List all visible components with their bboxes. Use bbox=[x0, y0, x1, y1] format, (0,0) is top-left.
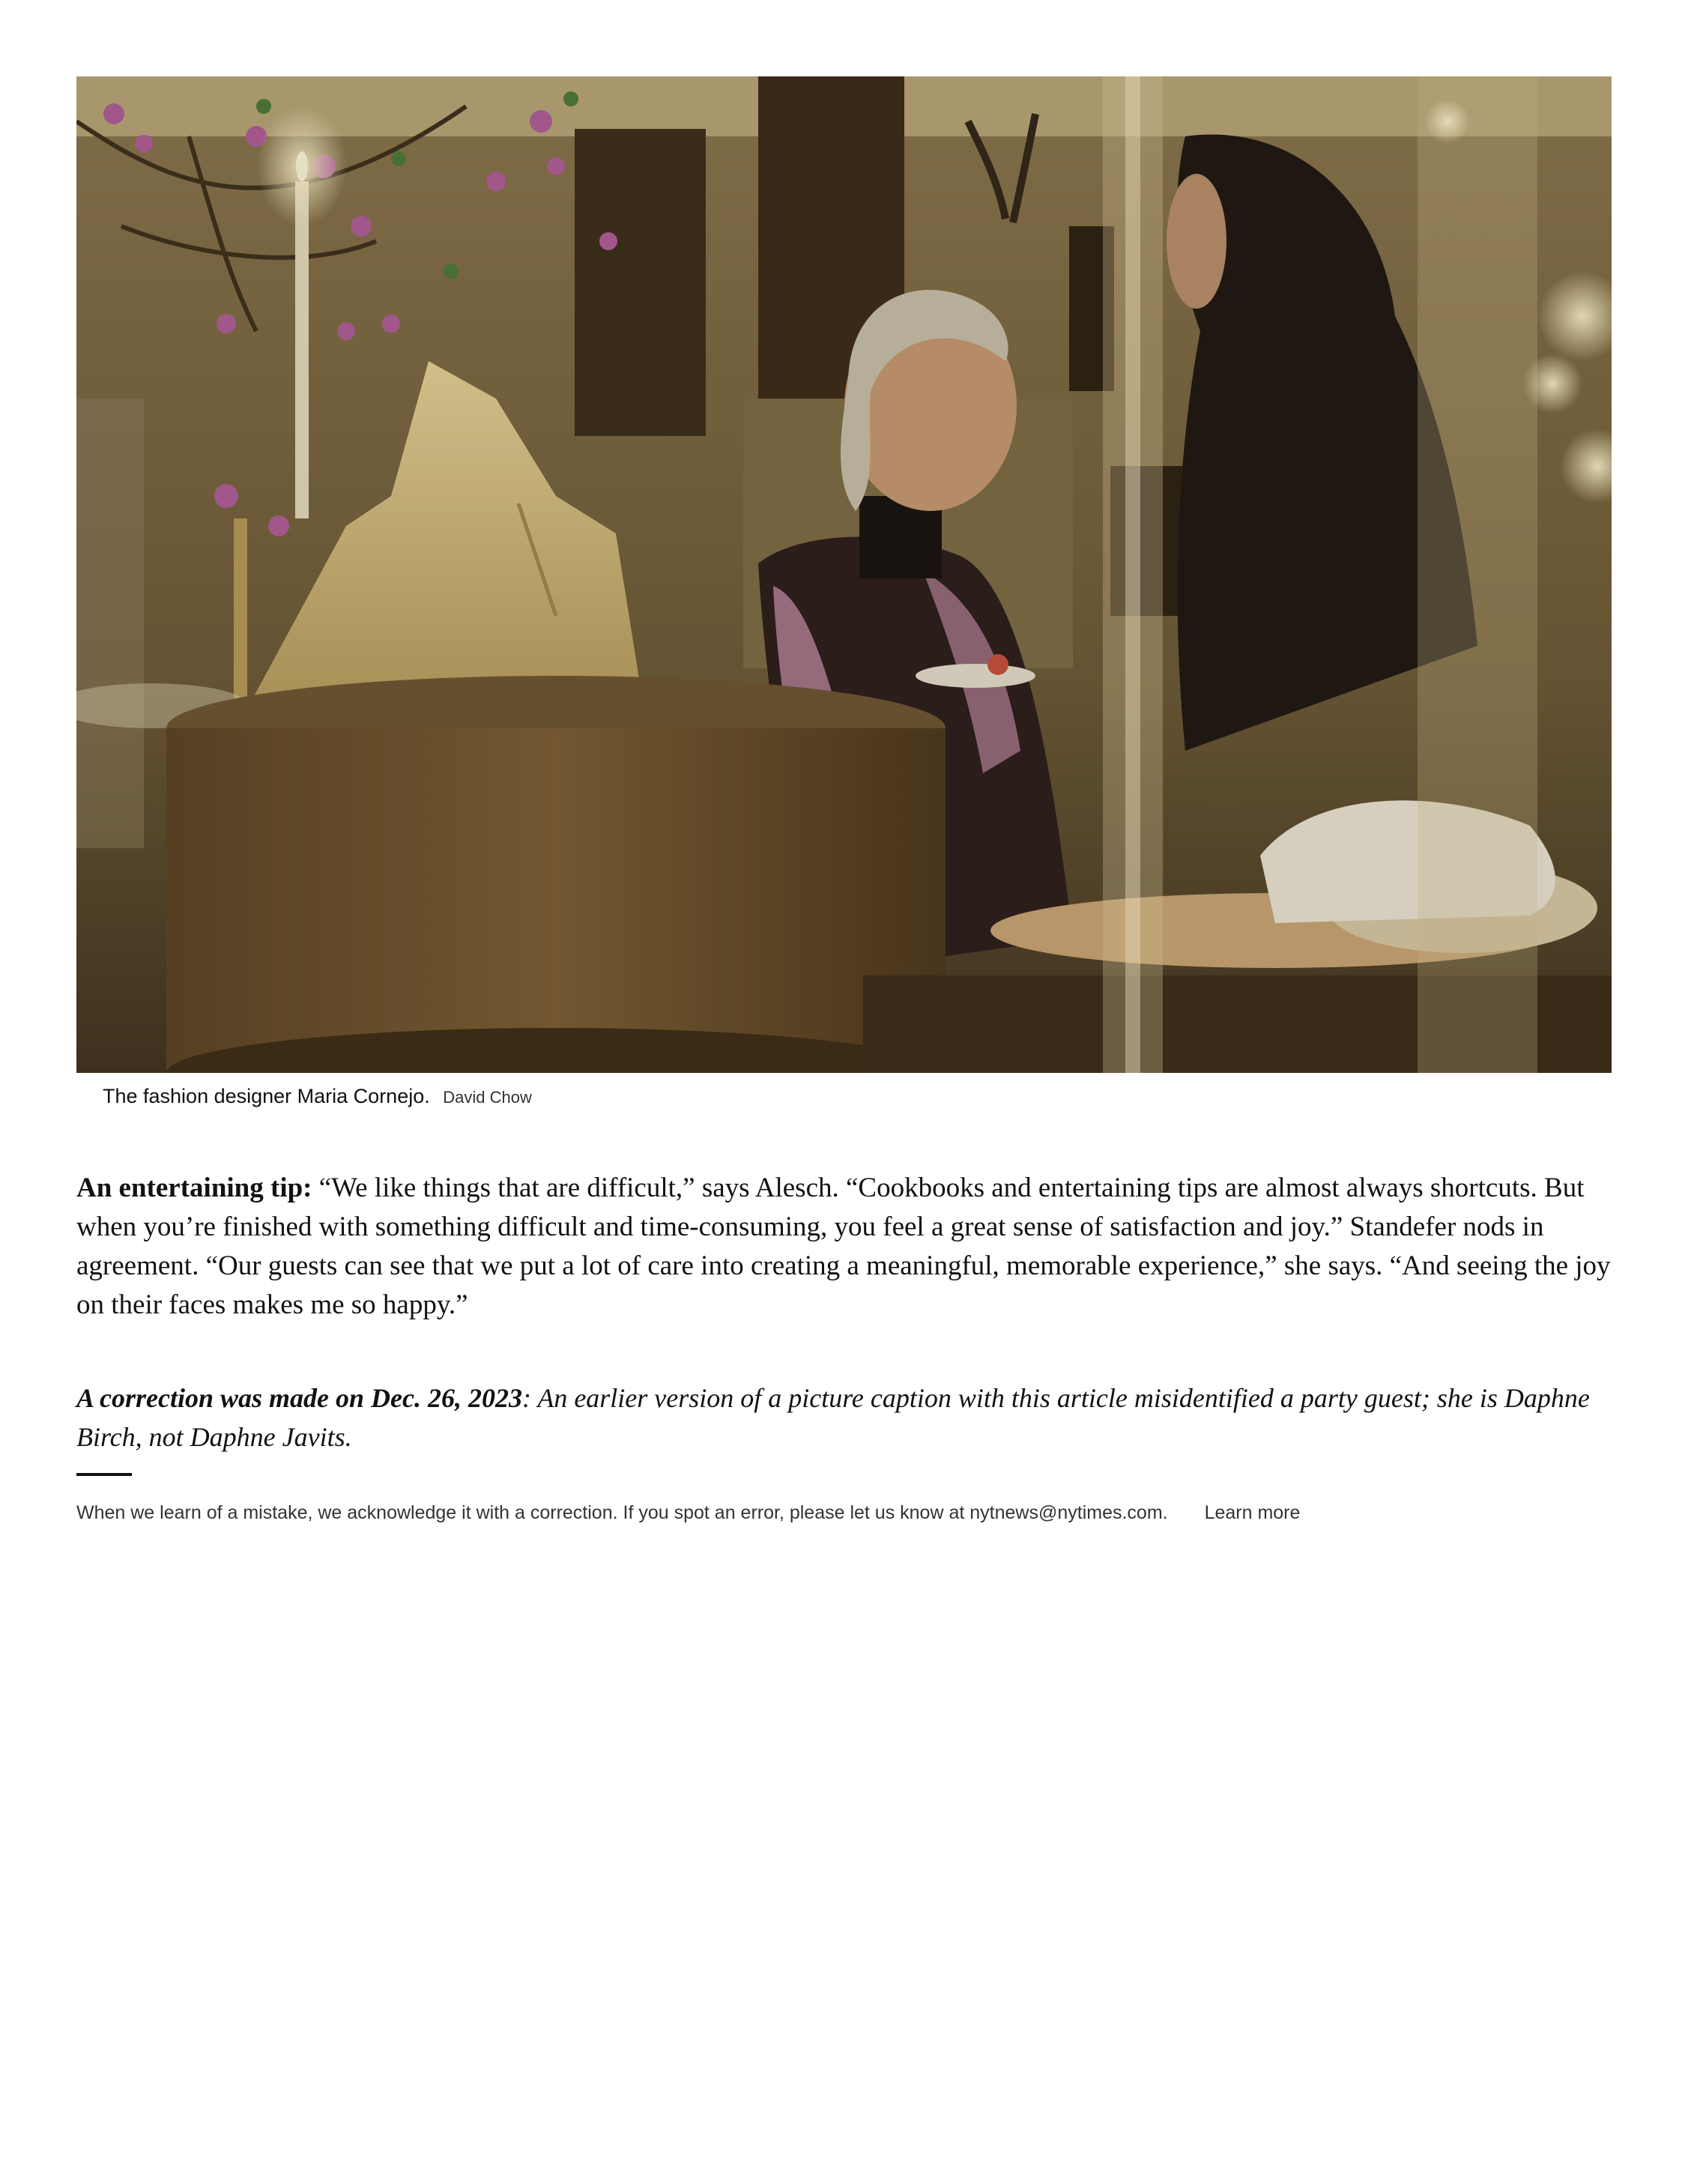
paragraph-lead: An entertaining tip: bbox=[76, 1173, 312, 1203]
caption-text: The fashion designer Maria Cornejo. bbox=[103, 1085, 430, 1107]
divider-rule bbox=[76, 1473, 132, 1476]
correction-note bbox=[76, 1379, 1612, 1456]
correction-lead: A correction was made on Dec. 26, 2023 bbox=[76, 1383, 522, 1413]
photo-illustration bbox=[76, 76, 1612, 1073]
learn-more-link[interactable]: Learn more bbox=[1204, 1502, 1301, 1523]
correction-policy-text: When we learn of a mistake, we acknowledge it with a correction. If you spot an error, please let us know at nytnews@nytimes.com. bbox=[76, 1502, 1168, 1523]
body-paragraph bbox=[76, 1169, 1612, 1325]
photo-caption bbox=[103, 1085, 532, 1108]
correction-text: : An earlier version of a picture caption with this article misidentified a party guest; she is Daphne Birch, not Daphne Javits. bbox=[76, 1383, 1590, 1452]
paragraph-text: “We like things that are difficult,” says Alesch. “Cookbooks and entertaining tips are almost always shortcuts. But when you’re finished with something difficult and time-consuming, you feel a great sense of satisfaction and joy.” Standefer nods in agreement. “Our guests can see that we put a lot of care into creating a meaningful, memorable experience,” she says. “And seeing the joy on their faces makes me so happy.” bbox=[76, 1173, 1611, 1320]
correction-policy bbox=[76, 1502, 1300, 1524]
photo-credit: David Chow bbox=[443, 1088, 532, 1107]
article-photo bbox=[76, 76, 1612, 1073]
